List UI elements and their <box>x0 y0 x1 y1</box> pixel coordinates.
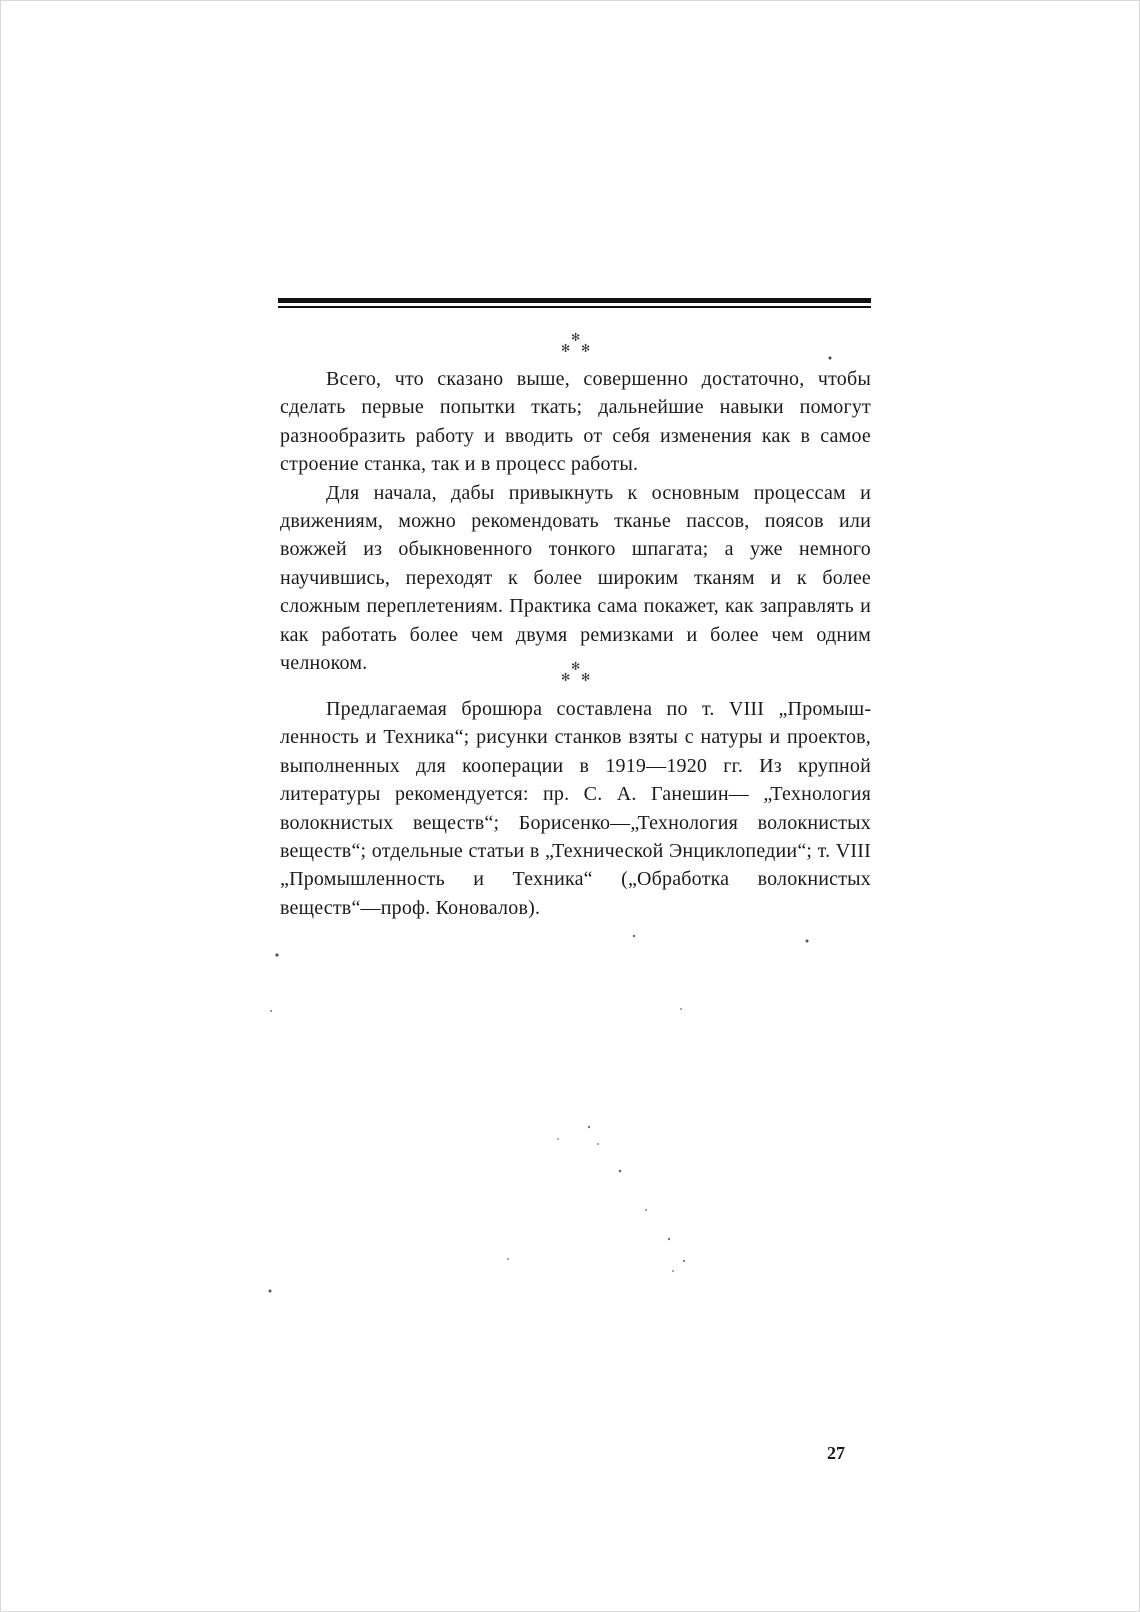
asterism-middle: ✻ ✻ ✻ <box>561 660 591 684</box>
header-double-rule <box>278 298 871 308</box>
paragraph-bibliography: Предлагаемая брошюра составлена по т. VIII „Промышленность и Техника“; рисунки станков взяты с натуры и проектов, выполненных для кооперации в 1919—1920 гг. Из крупной литературы рекомендуется: пр. С. А. Ганешин— „Технология волокнистых веществ“; Борисенко—„Технология волокнистых веществ“; отдельные статьи в „Технической Энциклопедии“; т. VIII „Промышленность и Техника“ („Обработка волокнистых веществ“—проф. Коновалов). <box>280 698 871 919</box>
page-number: 27 <box>827 1443 845 1463</box>
section-1-text <box>280 365 871 677</box>
rule-thin <box>278 306 871 308</box>
rule-thick <box>278 298 871 303</box>
asterism-top: ✻ ✻ ✻ <box>561 331 591 355</box>
paragraph-2: Для начала, дабы привыкнуть к основным процессам и движениям, можно рекомендовать тканье пассов, поясов или вожжей из обыкновенного тонкого шпагата; а уже немного научившись, переходят к более широким тканям и к более сложным переплетениям. Практика сама покажет, как заправлять и как работать более чем двумя ремизками и более чем одним челноком. <box>280 481 871 675</box>
paragraph-1: Всего, что сказано выше, совершенно достаточно, чтобы сделать первые попытки ткать; дальнейшие навыки помогут разнообразить работу и вводить от себя изменения как в самое строение станка, так и в процесс работы. <box>280 368 871 476</box>
section-2-text <box>280 695 871 922</box>
